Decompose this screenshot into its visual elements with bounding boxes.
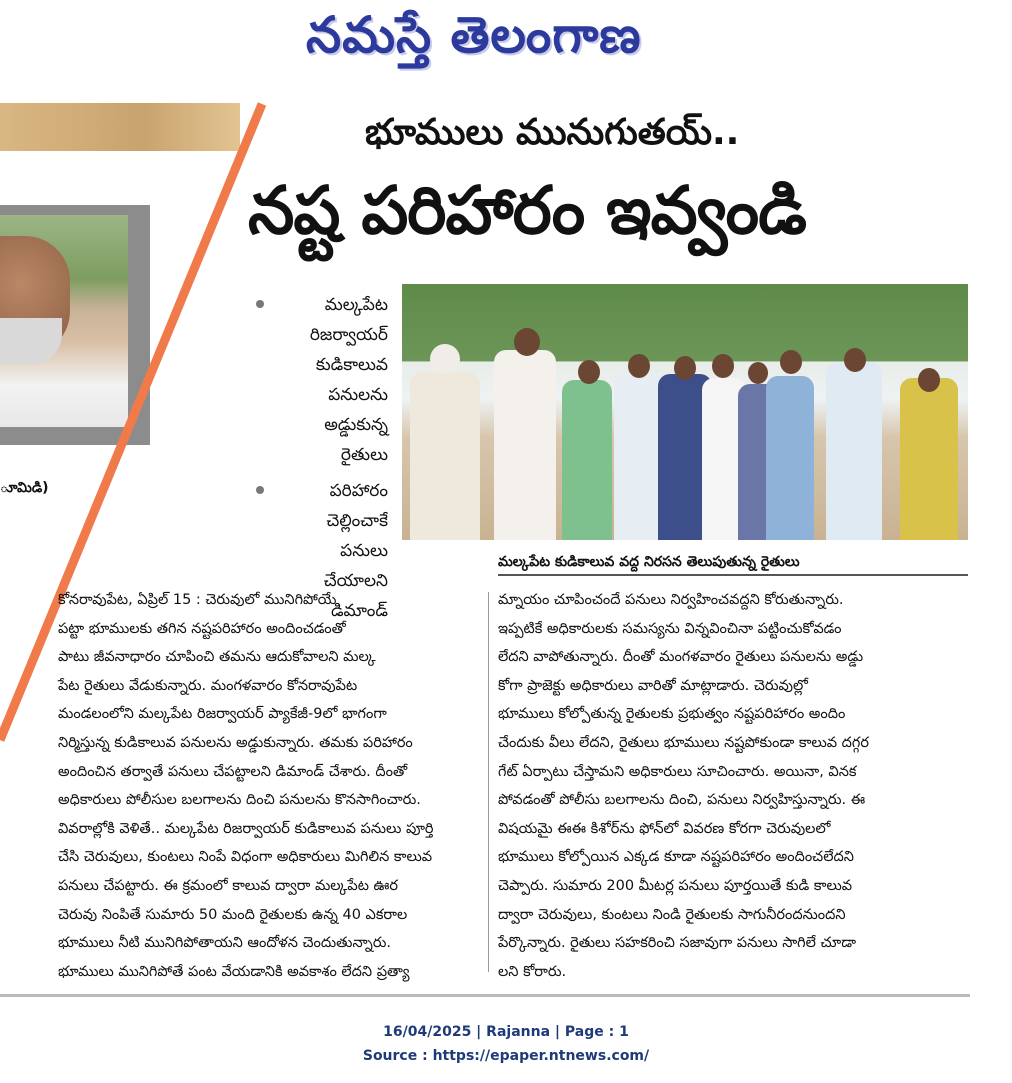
body-line: చేందుకు వీలు లేదని, రైతులు భూములు నష్టపోకుండా కాలువ దగ్గర — [498, 734, 869, 751]
person-figure — [562, 380, 612, 540]
person-head — [748, 362, 768, 384]
body-line: అధికారులు పోలీసుల బలగాలను దించి పనులను కొనసాగించారు. — [58, 792, 421, 809]
page-footer — [0, 1020, 1012, 1068]
body-line: గేట్ ఏర్పాటు చేస్తామని అధికారులు సూచించారు. అయినా, వినక — [498, 763, 857, 780]
body-line: భూములు కోల్పోతున్న రైతులకు ప్రభుత్వం నష్టపరిహారం అందిం — [498, 706, 846, 723]
person-head — [674, 356, 696, 380]
body-line: కోనరావుపేట, ఏప్రిల్ 15 : చెరువులో మునిగిపోయే — [58, 592, 337, 608]
person-figure — [826, 362, 882, 540]
body-line: పేట రైతులు వేడుకున్నారు. మంగళవారం కోనరావుపేట — [58, 677, 358, 694]
bullet-dot-icon — [256, 300, 264, 308]
person-head — [430, 344, 460, 374]
person-figure — [494, 350, 556, 540]
body-line: లేదని వాపోతున్నారు. దీంతో మంగళవారం రైతులు పనులను అడ్డు — [498, 649, 864, 666]
photo-caption: మల్కపేట కుడికాలువ వద్ద నిరసన తెలుపుతున్న రైతులు — [498, 554, 800, 570]
person-head — [918, 368, 940, 392]
body-line: భూములు నీటి మునిగిపోతాయని ఆందోళన చెందుతున్నారు. — [58, 935, 392, 952]
body-line: పాటు జీవనాధారం చూపించి తమను ఆదుకోవాలని మల్క — [58, 649, 376, 666]
body-line: వివరాల్లోకి వెళితే.. మల్కపేట రిజర్వాయర్ కుడికాలువ పనులు పూర్తి — [58, 820, 434, 837]
body-line: నిర్మిస్తున్న కుడికాలువ పనులను అడ్డుకున్నారు. తమకు పరిహారం — [58, 734, 413, 751]
bullet-text: మల్కపేట రిజర్వాయర్ కుడికాలువ పనులను అడ్డుకున్న రైతులు — [309, 295, 388, 465]
bullet-item — [208, 290, 388, 470]
highlight-bullets — [208, 290, 388, 632]
person-figure — [900, 378, 958, 540]
bullet-text: పరిహారం చెల్లించాకే పనులు చేయాలని డిమాండ్ — [323, 481, 388, 621]
article-body-left — [58, 586, 482, 986]
body-line: పేర్కొన్నారు. రైతులు సహకరించి సజావుగా పనులు సాగిలే చూడా — [498, 935, 856, 952]
body-line: పోవడంతో పోలీసు బలగాలను దించి, పనులు నిర్వహిస్తున్నారు. ఈ — [498, 792, 866, 809]
footer-meta: 16/04/2025 | Rajanna | Page : 1 — [383, 1024, 629, 1040]
person-head — [712, 354, 734, 378]
article-body-right — [498, 586, 974, 986]
person-head — [578, 360, 600, 384]
body-line: చెప్పారు. సుమారు 200 మీటర్ల పనులు పూర్తయితే కుడి కాలువ — [498, 877, 853, 894]
person-figure — [766, 376, 814, 540]
masthead-title: నమస్తే తెలంగాణ — [306, 6, 642, 64]
person-figure — [410, 372, 480, 540]
body-line: మ్నాయం చూపించందే పనులు నిర్వహించవద్దని కోరుతున్నారు. — [498, 592, 844, 608]
bottom-rule — [0, 994, 970, 997]
body-line: ఇప్పటికే అధికారులకు సమస్యను విన్నవించినా పట్టించుకోవడం — [498, 620, 842, 637]
article-headline: నష్ట పరిహారం ఇవ్వండి — [248, 172, 806, 249]
person-figure — [614, 372, 664, 540]
farmers-protest-photo — [402, 284, 968, 540]
body-line: కోగా ప్రాజెక్టు అధికారులు వారితో మాట్లాడారు. చెరువుల్లో — [498, 677, 808, 694]
body-line: పనులు చేపట్టారు. ఈ క్రమంలో కాలువ ద్వారా మల్కపేట ఊర — [58, 877, 398, 894]
person-head — [844, 348, 866, 372]
person-head — [514, 328, 540, 356]
bullet-dot-icon — [256, 486, 264, 494]
body-line: విషయమై ఈఈ కిశోర్‌ను ఫోన్‌లో వివరణ కోరగా చెరువులలో — [498, 820, 831, 837]
body-line: చేసి చెరువులు, కుంటలు నింపే విధంగా అధికారులు మిగిలిన కాలువ — [58, 849, 433, 866]
caption-underline — [498, 574, 968, 576]
body-line: చెరువు నింపితే సుమారు 50 మంది రైతులకు ఉన్న 40 ఎకరాల — [58, 906, 408, 923]
article-kicker: భూములు మునుగుతయ్.. — [365, 112, 740, 153]
body-line: భూములు కోల్పోయిన ఎక్కడ కూడా నష్టపరిహారం అందించలేదని — [498, 849, 854, 866]
portrait-caption: ూమిడి) — [0, 480, 49, 496]
person-head — [780, 350, 802, 374]
body-line: మండలంలోని మల్కపేట రిజర్వాయర్ ప్యాకేజీ-9లో భాగంగా — [58, 706, 387, 723]
body-line: లని కోరారు. — [498, 963, 567, 980]
body-line: పట్టా భూములకు తగిన నష్టపరిహారం అందించడంతో — [58, 620, 346, 637]
body-line: ద్వారా చెరువులు, కుంటలు నిండి రైతులకు సాగునీరందనుందని — [498, 906, 846, 923]
column-divider — [488, 592, 489, 972]
footer-source: Source : https://epaper.ntnews.com/ — [362, 1048, 650, 1064]
person-head — [628, 354, 650, 378]
body-line: భూములు మునిగిపోతే పంట వేయడానికి అవకాశం లేదని ప్రత్యా — [58, 963, 410, 980]
body-line: అందించిన తర్వాతే పనులు చేపట్టాలని డిమాండ్ చేశారు. దీంతో — [58, 763, 408, 780]
